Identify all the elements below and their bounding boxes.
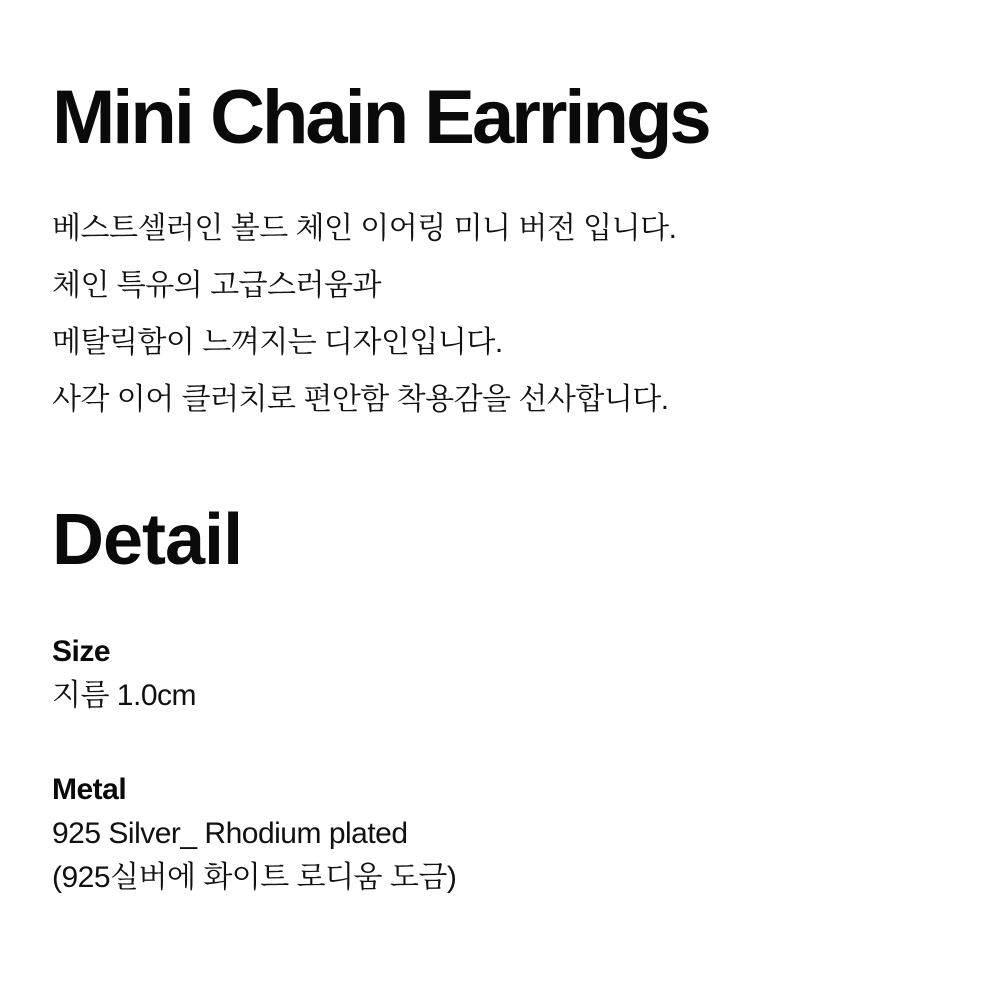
- spec-size-label: Size: [52, 635, 111, 668]
- spec-metal-value-english: 925 Silver_ Rhodium plated: [52, 817, 408, 850]
- spec-metal-section: [52, 768, 792, 900]
- product-description: [52, 200, 792, 428]
- spec-metal-value-korean: (925실버에 화이트 로디움 도금): [52, 861, 457, 894]
- detail-section-heading: Detail: [52, 500, 243, 580]
- product-title: Mini Chain Earrings: [52, 75, 709, 160]
- description-line-3: 메탈릭함이 느껴지는 디자인입니다.: [52, 326, 503, 359]
- description-line-1: 베스트셀러인 볼드 체인 이어링 미니 버전 입니다.: [52, 212, 677, 245]
- spec-size-value: 지름 1.0cm: [52, 679, 196, 712]
- description-line-4: 사각 이어 클러치로 편안함 착용감을 선사합니다.: [52, 383, 669, 416]
- description-line-2: 체인 특유의 고급스러움과: [52, 269, 381, 302]
- spec-size-section: [52, 630, 792, 718]
- spec-metal-label: Metal: [52, 773, 127, 806]
